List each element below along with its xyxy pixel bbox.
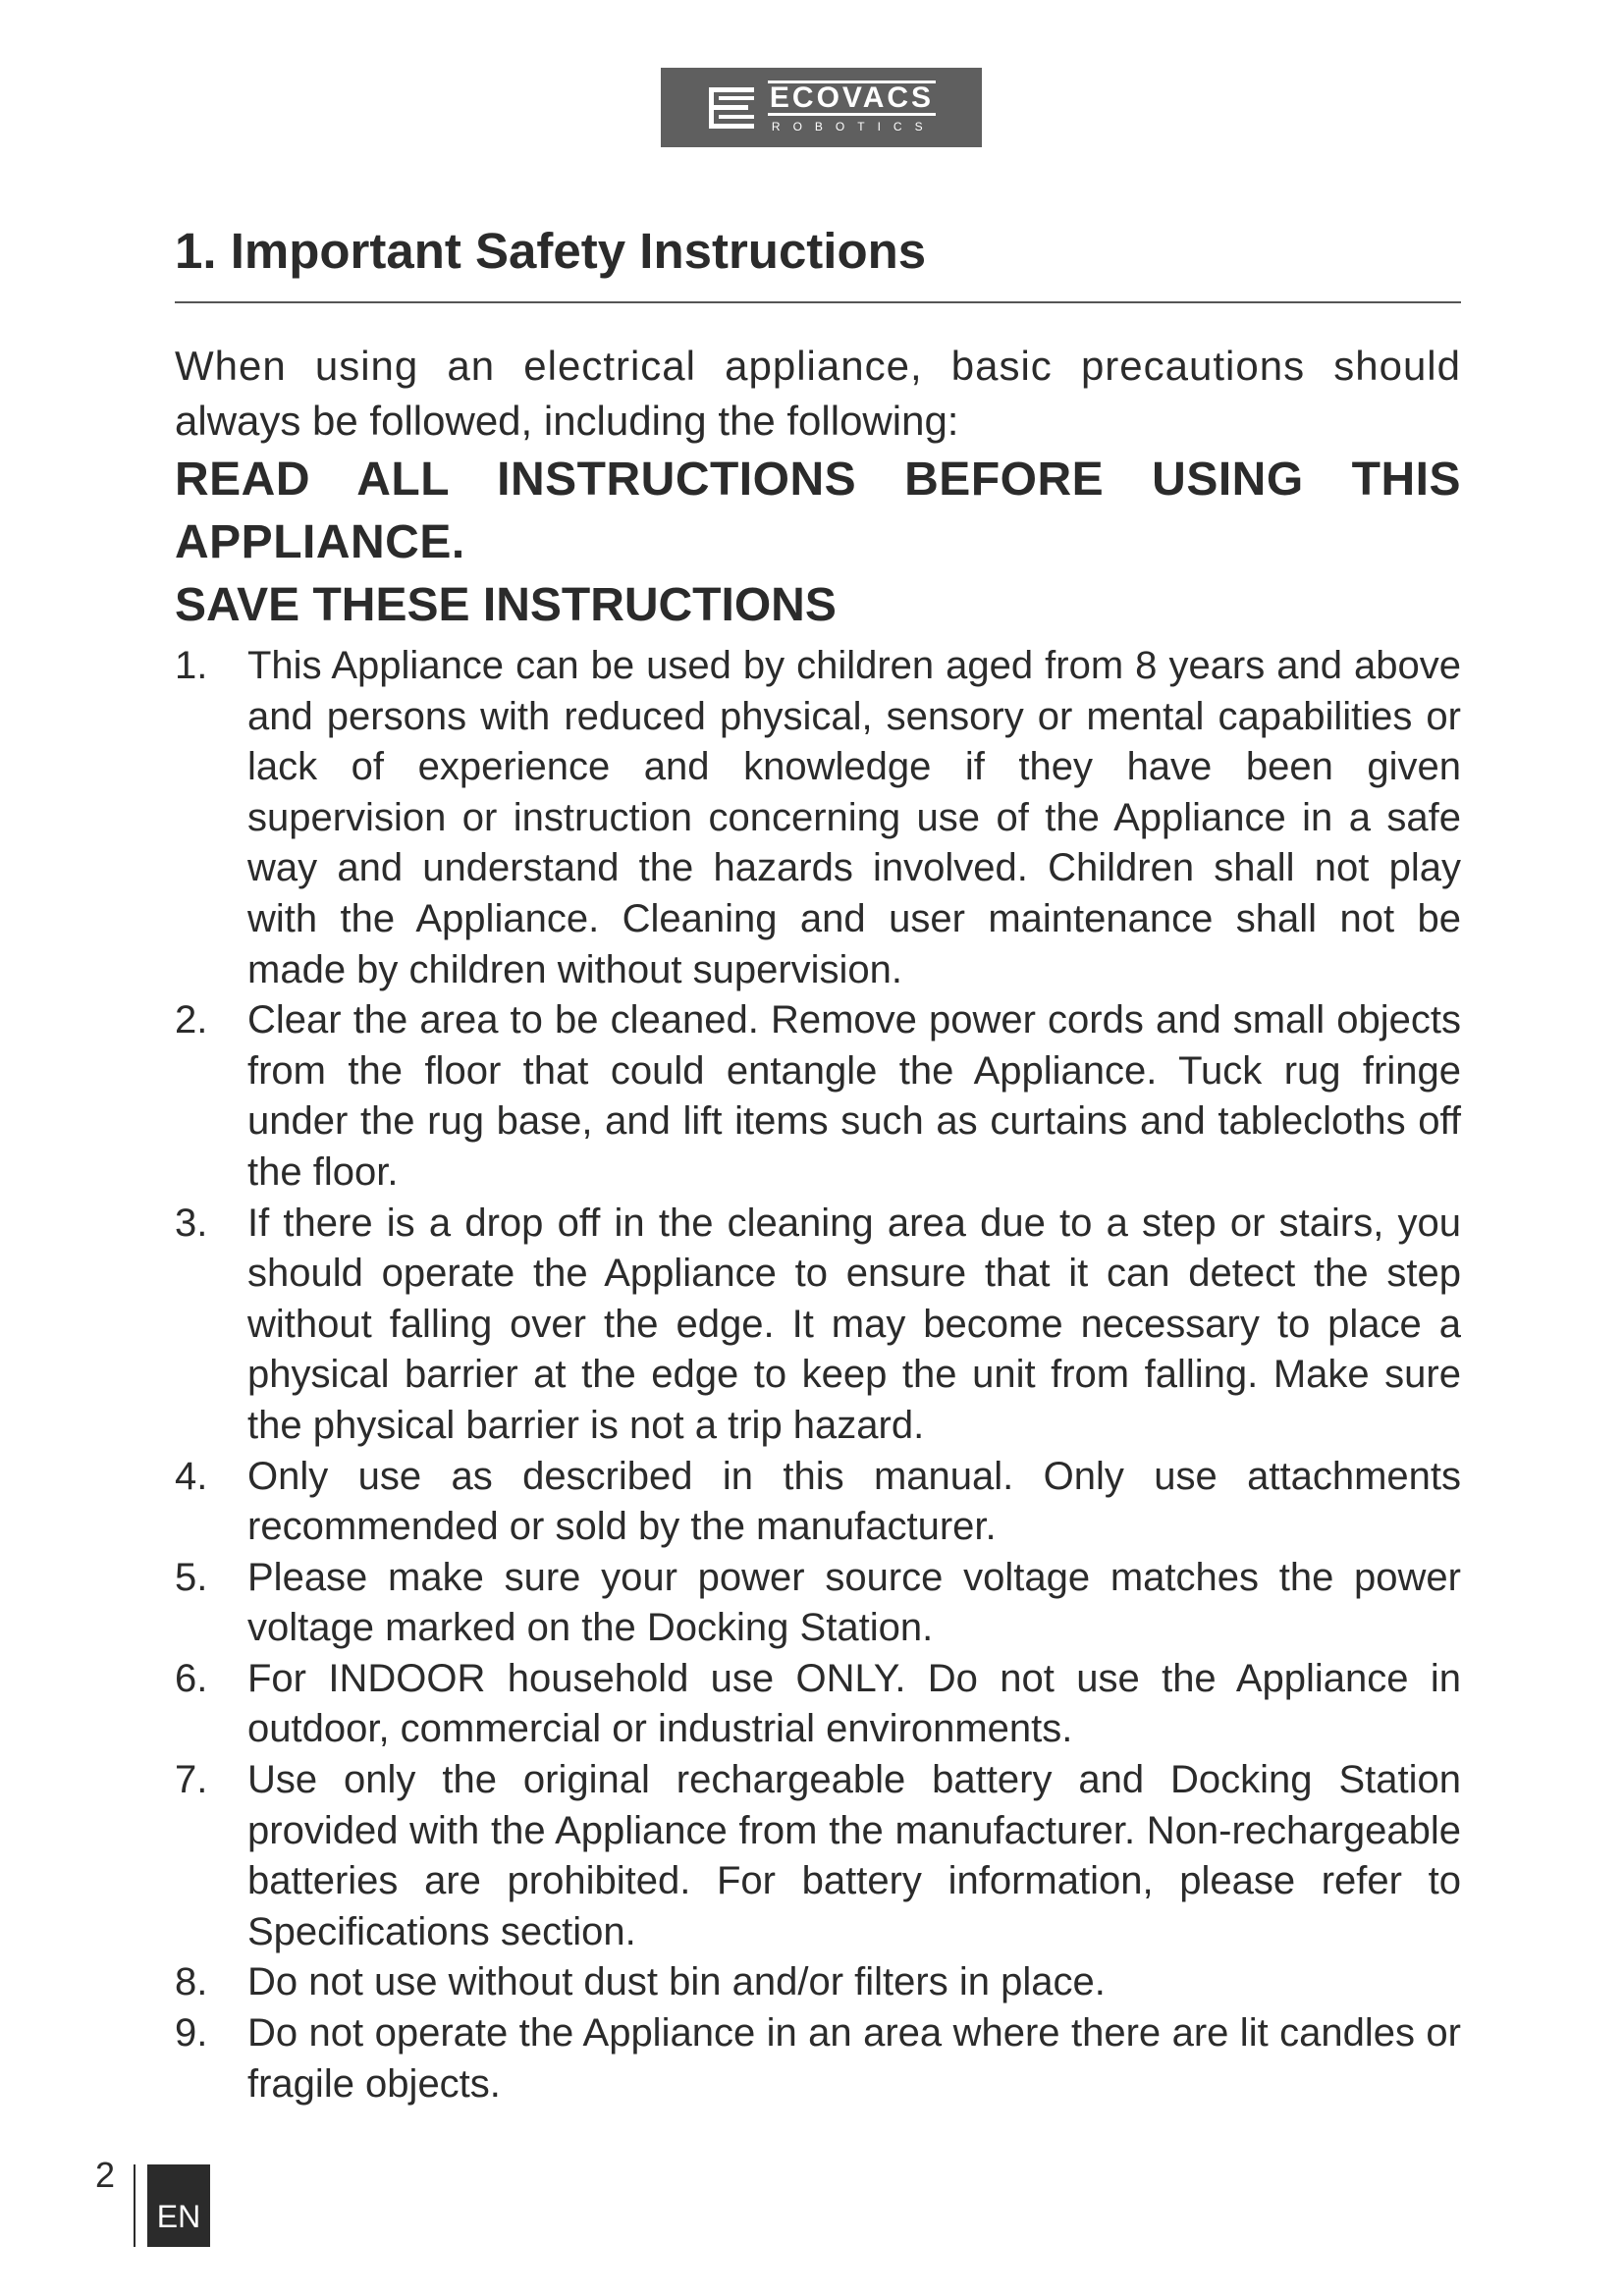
intro-line-2: always be followed, including the following: [175,398,959,444]
list-item-number: 8. [175,1960,208,2004]
list-item-text: Clear the area to be cleaned. Remove power cords and small objects from the floor that could entangle the Appliance. Tuck rug fringe under the rug base, and lift items such as curtains and tablecloths off the floor. [247,998,1461,1194]
list-item-text: Use only the original rechargeable battery and Docking Station provided with the Appliance from the manufacturer. Non-rechargeable batteries are prohibited. For battery information, please refer to Specifications section. [247,1758,1461,1953]
list-item-number: 2. [175,998,208,1042]
language-badge [147,2164,210,2247]
language-label: EN [156,2198,201,2234]
safety-instructions-list [175,641,1461,2109]
page-number-divider [134,2164,135,2247]
list-item [175,995,1461,1198]
list-item [175,641,1461,995]
page-title: 1. Important Safety Instructions [175,223,927,279]
list-item [175,1452,1461,1553]
ecovacs-logo [661,68,982,147]
logo-subtitle-text: ROBOTICS [771,120,936,133]
list-item-text: Only use as described in this manual. Only use attachments recommended or sold by the manufacturer. [247,1454,1461,1549]
logo-brand-text: ECOVACS [769,81,935,114]
list-item [175,1199,1461,1452]
list-item-text: Do not operate the Appliance in an area where there are lit candles or fragile objects. [247,2011,1461,2106]
list-item-number: 6. [175,1656,208,1700]
list-item-text: Do not use without dust bin and/or filters in place. [247,1960,1106,2004]
list-item [175,2008,1461,2109]
list-item-text: This Appliance can be used by children aged from 8 years and above and persons with reduced physical, sensory or mental capabilities or lack of experience and knowledge if they have been given supervision or instruction concerning use of the Appliance in a safe way and understand the hazards involved. Children shall not play with the Appliance. Cleaning and user maintenance shall not be made by children without supervision. [247,644,1461,991]
list-item [175,1957,1461,2008]
list-item [175,1755,1461,1957]
list-item-number: 9. [175,2011,208,2056]
save-instructions-heading: SAVE THESE INSTRUCTIONS [175,579,837,631]
list-item [175,1654,1461,1755]
list-item-number: 1. [175,644,208,687]
safety-content [175,339,1461,2109]
read-all-heading [175,449,1461,574]
title-divider [175,301,1461,303]
list-item-number: 7. [175,1758,208,1802]
list-item-text: If there is a drop off in the cleaning area due to a step or stairs, you should operate the Appliance to ensure that it can detect the step without falling over the edge. It may become necessary to place a physical barrier at the edge to keep the unit from falling. Make sure the physical barrier is not a trip hazard. [247,1201,1461,1447]
read-all-heading-line-1: READ ALL INSTRUCTIONS BEFORE USING THIS [175,454,1461,506]
list-item-number: 4. [175,1454,208,1498]
list-item-text: Please make sure your power source voltage matches the power voltage marked on the Docking Station. [247,1555,1461,1650]
page-number: 2 [95,2155,116,2195]
list-item [175,1553,1461,1654]
list-item-text: For INDOOR household use ONLY. Do not use the Appliance in outdoor, commercial or industrial environments. [247,1656,1461,1751]
ecovacs-mark-icon [707,83,756,133]
list-item-number: 3. [175,1201,208,1245]
read-all-heading-line-2: APPLIANCE. [175,516,465,568]
intro-line-1: When using an electrical appliance, basic precautions should [175,343,1461,389]
list-item-number: 5. [175,1555,208,1599]
intro-paragraph [175,339,1461,449]
